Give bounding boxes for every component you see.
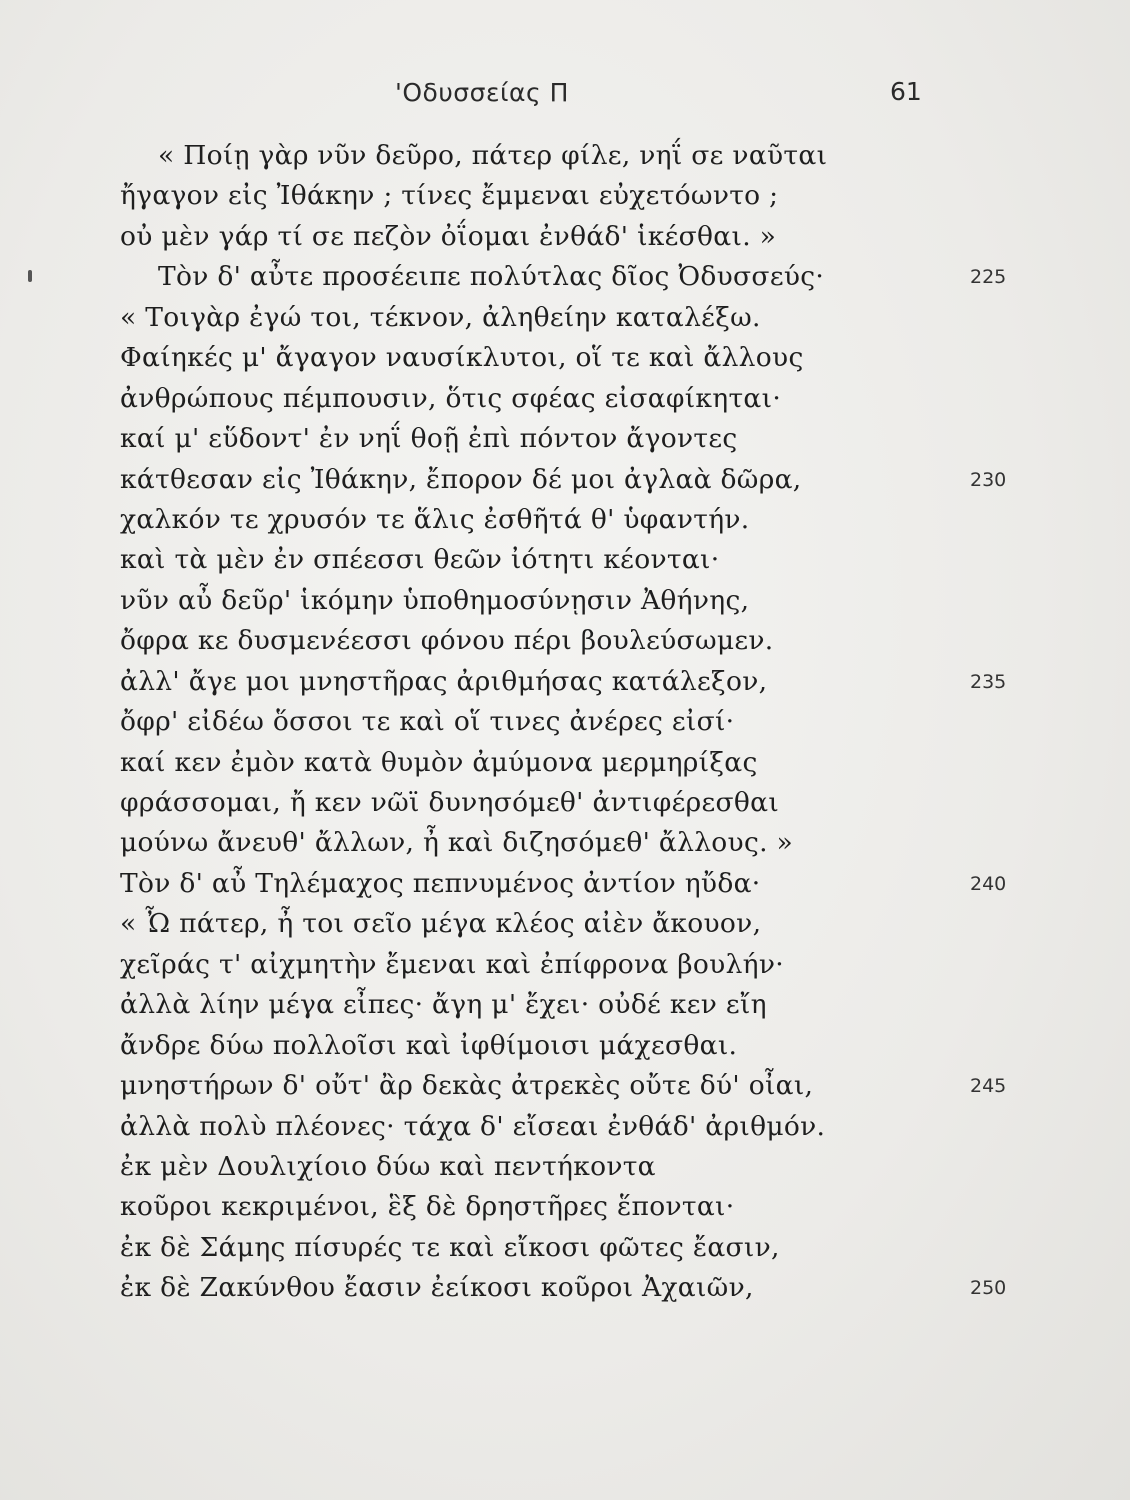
verse-line <box>0 581 1130 621</box>
verse-text: φράσσομαι, ἤ κεν νῶϊ δυνησόμεθ' ἀντιφέρεσθαι <box>120 787 780 818</box>
page-number: 61 <box>890 77 922 106</box>
verse-text: καί κεν ἐμὸν κατὰ θυμὸν ἀμύμονα μερμηρίξας <box>120 746 758 778</box>
line-number: 230 <box>970 468 1007 491</box>
verse-text: ἤγαγον εἰς Ἰθάκην ; τίνες ἔμμεναι εὐχετόωντο ; <box>120 180 779 212</box>
verse-line <box>0 743 1130 783</box>
verse-text: οὐ μὲν γάρ τί σε πεζὸν ὀΐομαι ἐνθάδ' ἱκέσθαι. » <box>120 220 777 252</box>
verse-line <box>0 298 1130 338</box>
line-number: 245 <box>970 1075 1007 1098</box>
verse-line <box>0 217 1130 257</box>
verse-text: ἐκ δὲ Ζακύνθου ἔασιν ἐείκοσι κοῦροι Ἀχαιῶν, <box>120 1272 754 1304</box>
verse-line <box>0 702 1130 742</box>
page-header <box>0 0 1130 130</box>
line-number: 250 <box>970 1277 1007 1300</box>
line-number: 240 <box>970 872 1007 895</box>
verse-text: Τὸν δ' αὖ Τηλέμαχος πεπνυμένος ἀντίον ηὔδα· <box>120 867 761 899</box>
verse-line <box>0 500 1130 540</box>
verse-text: καὶ τὰ μὲν ἐν σπέεσσι θεῶν ἰότητι κέονται· <box>120 544 720 576</box>
verse-line <box>0 864 1130 904</box>
verse-text: ἀλλὰ λίην μέγα εἶπες· ἄγη μ' ἔχει· οὐδέ κεν εἴη <box>120 989 767 1021</box>
verse-text: « Ποίῃ γὰρ νῦν δεῦρο, πάτερ φίλε, νηΐ σε ναῦται <box>158 140 828 171</box>
verse-line <box>0 136 1130 176</box>
verse-text: χαλκόν τε χρυσόν τε ἅλις ἐσθῆτά θ' ὑφαντήν. <box>120 503 750 535</box>
verse-line <box>0 823 1130 863</box>
verse-line <box>0 176 1130 216</box>
verse-text: ὄφρα κε δυσμενέεσσι φόνου πέρι βουλεύσωμεν. <box>120 625 774 657</box>
verse-line <box>0 783 1130 823</box>
verse-text: χεῖράς τ' αἰχμητὴν ἔμεναι καὶ ἐπίφρονα βουλήν· <box>120 948 784 980</box>
verse-line <box>0 419 1130 459</box>
verse-line <box>0 1147 1130 1187</box>
verse-text: μνηστήρων δ' οὔτ' ἂρ δεκὰς ἀτρεκὲς οὔτε δύ' οἶαι, <box>120 1070 814 1102</box>
verse-text: ἀνθρώπους πέμπουσιν, ὅτις σφέας εἰσαφίκηται· <box>120 382 782 414</box>
verse-text: καί μ' εὕδοντ' ἐν νηΐ θοῇ ἐπὶ πόντον ἄγοντες <box>120 423 738 455</box>
verse-text: Τὸν δ' αὖτε προσέειπε πολύτλας δῖος Ὀδυσσεύς· <box>158 261 825 293</box>
verse-text: ἀλλ' ἄγε μοι μνηστῆρας ἀριθμήσας κατάλεξον, <box>120 665 768 697</box>
verse-line <box>0 945 1130 985</box>
verse-line <box>0 540 1130 580</box>
verse-line <box>0 1187 1130 1227</box>
verse-line <box>0 621 1130 661</box>
verse-text: μούνω ἄνευθ' ἄλλων, ἦ καὶ διζησόμεθ' ἄλλους. » <box>120 827 794 859</box>
verse-text: « Ὦ πάτερ, ἦ τοι σεῖο μέγα κλέος αἰὲν ἄκουον, <box>120 908 762 940</box>
verse-text: Φαίηκές μ' ἄγαγον ναυσίκλυτοι, οἵ τε καὶ ἄλλους <box>120 342 804 374</box>
verse-text-block <box>0 136 1130 1309</box>
verse-line <box>0 1268 1130 1308</box>
verse-line <box>0 257 1130 297</box>
verse-line <box>0 1026 1130 1066</box>
verse-line <box>0 1107 1130 1147</box>
verse-line <box>0 338 1130 378</box>
verse-text: ἐκ μὲν Δουλιχίοιο δύω καὶ πεντήκοντα <box>120 1150 656 1182</box>
verse-line <box>0 1066 1130 1106</box>
line-number: 225 <box>970 266 1007 289</box>
verse-text: ἄνδρε δύω πολλοῖσι καὶ ἰφθίμοισι μάχεσθαι. <box>120 1029 738 1061</box>
verse-text: κοῦροι κεκριμένοι, ἓξ δὲ δρηστῆρες ἕπονται· <box>120 1191 735 1223</box>
verse-text: « Τοιγὰρ ἐγώ τοι, τέκνον, ἀληθείην καταλέξω. <box>120 301 761 333</box>
verse-line <box>0 379 1130 419</box>
verse-line <box>0 904 1130 944</box>
verse-text: ἐκ δὲ Σάμης πίσυρές τε καὶ εἴκοσι φῶτες ἔασιν, <box>120 1231 780 1263</box>
running-title: 'Οδυσσείας Π <box>395 78 569 107</box>
verse-line <box>0 662 1130 702</box>
verse-text: κάτθεσαν εἰς Ἰθάκην, ἔπορον δέ μοι ἀγλαὰ δῶρα, <box>120 463 802 495</box>
verse-line <box>0 985 1130 1025</box>
verse-text: ὄφρ' εἰδέω ὅσσοι τε καὶ οἵ τινες ἀνέρες εἰσί· <box>120 706 735 738</box>
line-number: 235 <box>970 670 1007 693</box>
verse-text: νῦν αὖ δεῦρ' ἱκόμην ὑποθημοσύνῃσιν Ἀθήνης, <box>120 584 750 616</box>
verse-line <box>0 460 1130 500</box>
verse-text: ἀλλὰ πολὺ πλέονες· τάχα δ' εἴσεαι ἐνθάδ' ἀριθμόν. <box>120 1110 826 1142</box>
verse-line <box>0 1228 1130 1268</box>
